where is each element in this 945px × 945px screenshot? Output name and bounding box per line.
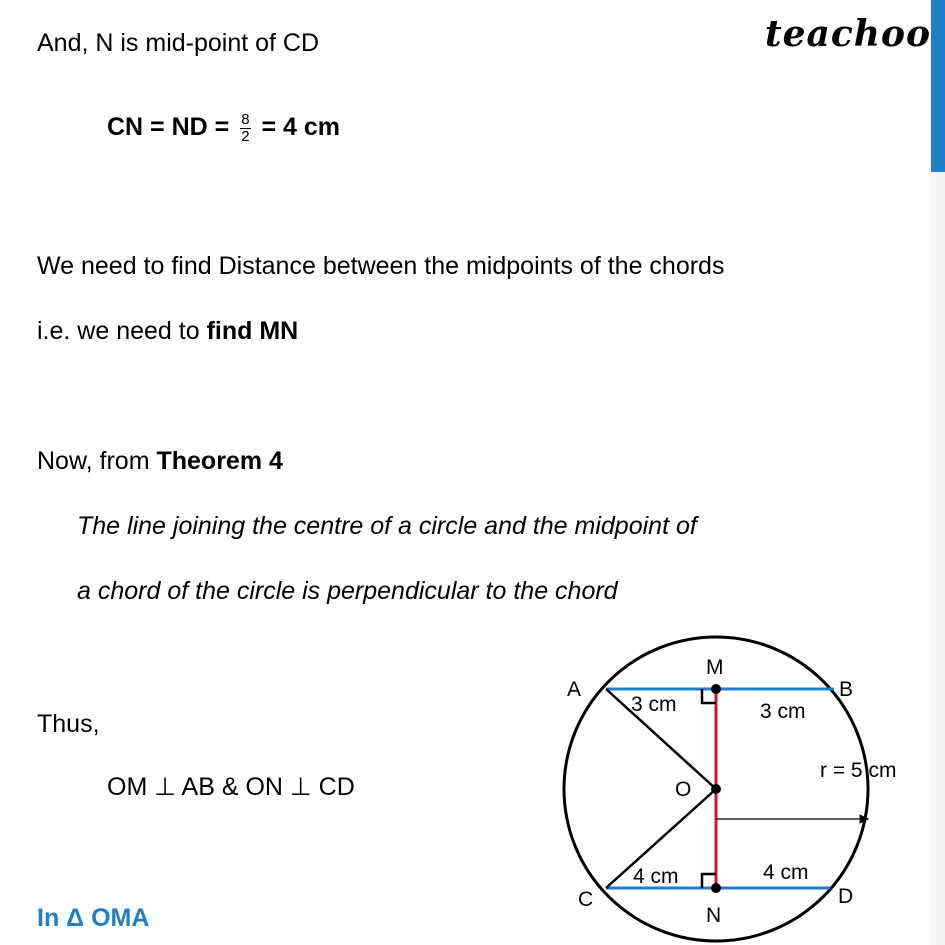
label-nd-length: 4 cm <box>763 861 809 884</box>
theorem-name: Theorem 4 <box>156 447 283 475</box>
cn-equation-prefix: CN = ND = <box>107 113 237 142</box>
label-a: A <box>567 678 582 701</box>
thus-text: Thus, <box>37 710 100 738</box>
find-mn: find MN <box>206 317 299 345</box>
label-n: N <box>706 904 722 927</box>
theorem-statement-line1: The line joining the centre of a circle and the midpoint of <box>77 512 697 540</box>
teachoo-logo: teachoo <box>765 13 931 55</box>
fraction-numerator: 8 <box>241 111 250 128</box>
label-am-length: 3 cm <box>631 693 677 716</box>
fraction-denominator: 2 <box>241 128 250 145</box>
n-midpoint-text: And, N is mid-point of CD <box>37 29 320 57</box>
find-distance-text: We need to find Distance between the midpoints of the chords <box>37 252 725 280</box>
point-o <box>711 784 721 794</box>
label-cn-length: 4 cm <box>633 865 679 888</box>
label-m: M <box>706 656 724 679</box>
ie-prefix: i.e. we need to <box>37 317 207 345</box>
label-o: O <box>675 778 692 801</box>
theorem-statement-line2: a chord of the circle is perpendicular to the chord <box>77 577 618 605</box>
label-radius: r = 5 cm <box>820 759 897 782</box>
label-mb-length: 3 cm <box>760 700 806 723</box>
triangle-oma-heading: In Δ OMA <box>37 904 150 932</box>
label-c: C <box>578 888 594 911</box>
point-m <box>711 684 721 694</box>
cn-equation-suffix: = 4 cm <box>254 113 341 142</box>
now-from-text: Now, from <box>37 447 157 475</box>
perpendicular-statement: OM ⊥ AB & ON ⊥ CD <box>107 773 355 801</box>
point-n <box>711 883 721 893</box>
label-b: B <box>839 678 854 701</box>
label-d: D <box>838 885 854 908</box>
